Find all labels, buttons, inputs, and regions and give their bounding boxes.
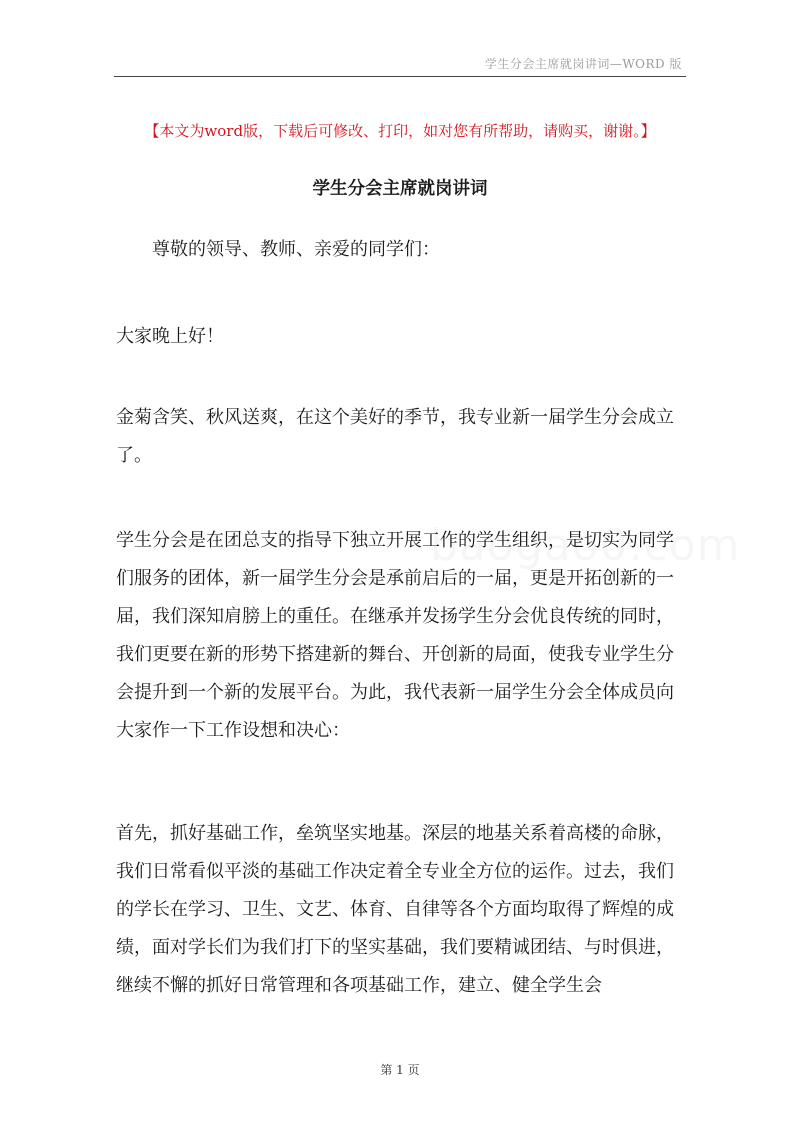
purchase-notice: 【本文为word版，下载后可修改、打印，如对您有所帮助，请购买，谢谢。】: [144, 122, 656, 140]
document-title: 学生分会主席就岗讲词: [312, 179, 488, 199]
header-divider: [114, 76, 686, 77]
paragraph: 金菊含笑、秋风送爽，在这个美好的季节，我专业新一届学生分会成立了。: [116, 407, 674, 466]
paragraph: 学生分会是在团总支的指导下独立开展工作的学生组织，是切实为同学们服务的团体，新一届学生分会是承前启后的一届，更是开拓创新的一届，我们深知肩膀上的重任。在继承并发扬学生分会优良传统的同时，我们更要在新的形势下搭建新的舞台、开创新的局面，使我专业学生分会提升到一个新的发展平台。为此，我代表新一届学生分会全体成员向大家作一下工作设想和决心：: [116, 530, 674, 741]
greeting: 大家晚上好！: [116, 326, 224, 347]
document-header-label: 学生分会主席就岗讲词—WORD 版: [484, 57, 682, 71]
paragraph: 首先，抓好基础工作，垒筑坚实地基。深层的地基关系着高楼的命脉，我们日常看似平淡的基础工作决定着全专业全方位的运作。过去，我们的学长在学习、卫生、文艺、体育、自律等各个方面均取得了辉煌的成绩，面对学长们为我们打下的坚实基础，我们要精诚团结、与时俱进，继续不懈的抓好日常管理和各项基础工作，建立、健全学生会: [116, 823, 674, 996]
salutation: 尊敬的领导、教师、亲爱的同学们：: [152, 239, 440, 260]
page-number: 第 1 页: [380, 1063, 420, 1077]
